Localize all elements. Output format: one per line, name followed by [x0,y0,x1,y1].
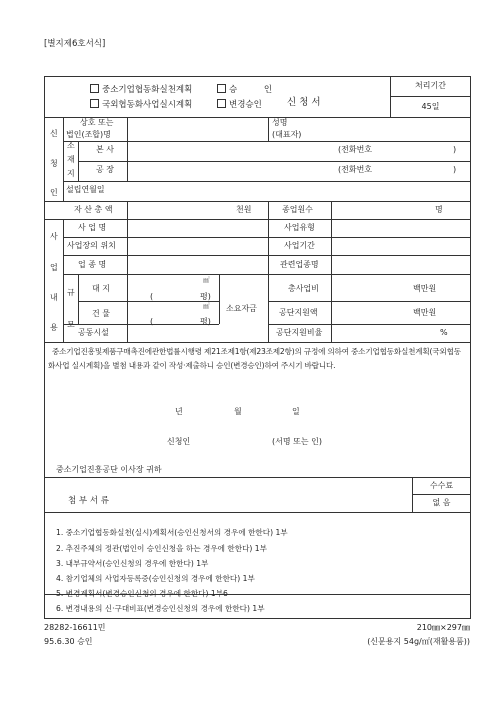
attachment-item: 5. 변경계획서(변경승인신청의 경우에 한한다) 1부6 [56,589,228,598]
footer-form-number: 28282-16611민 [44,623,106,632]
building-pyeong-open: ( [150,317,154,326]
factory-label: 공 장 [96,165,114,174]
phone-label-1: (전화번호 [338,145,373,154]
section-char-3: 인 [50,188,58,197]
checkbox-plan[interactable] [90,84,99,93]
building-label: 건 물 [92,309,110,318]
section-char-1: 신 [50,129,58,138]
phone-label-2: (전화번호 [338,165,373,174]
attachment-item: 4. 참기업체의 사업자등록증(승인신청의 경우에 한한다) 1부 [56,574,255,583]
established-label: 설립연월일 [66,185,105,194]
business-type-label: 사업유형 [284,223,315,232]
option-approval[interactable]: 승 인 [217,84,272,95]
declaration-text: 중소기업진흥및제품구매촉진에관한법률시행령 제21조제1항(제23조제2항)의 규정에 의하여 중소기업협동화실천계획(국외협동화사업 실시계획)을 별첨 내용과 같이 작성·제출하니 승인(변경승인)하여 주시기 바랍니다. [48,347,461,370]
location-char-3: 지 [67,169,75,178]
checkbox-overseas[interactable] [90,99,99,108]
funds-label: 소요자금 [226,304,257,313]
date-year: 년 [175,407,183,416]
attachment-item: 2. 추진주체의 정관(법인이 승인신청을 하는 경우에 한한다) 1부 [56,544,267,553]
footer-paper-size: 210㎜×297㎜ [416,623,470,632]
processing-label: 처리기간 [415,81,446,90]
land-pyeong: 평) [200,292,211,301]
site-label: 사업장의 위치 [67,241,116,250]
fee-label: 수수료 [429,481,454,490]
fee-value: 없 음 [432,498,451,507]
business-name-label: 사 업 명 [78,223,107,232]
recipient: 중소기업진흥공단 이사장 귀하 [56,465,162,474]
option-plan[interactable]: 중소기업협동화실천계획 [90,84,192,95]
employees-unit: 명 [435,205,443,214]
common-facility-label: 공동시설 [78,328,109,337]
total-cost-label: 총사업비 [288,284,319,293]
attachment-item: 1. 중소기업협동화실천(실시)계획서(승인신청서의 경우에 한한다) 1부 [56,528,288,537]
total-cost-unit: 백만원 [413,284,437,293]
signature-note: (서명 또는 인) [272,437,322,446]
form-title: 신 청 서 [287,97,321,108]
representative-label-1: 성명 [272,118,288,127]
support-amount-unit: 백만원 [413,308,437,317]
employees-label: 종업원수 [282,205,313,214]
assets-label: 자 산 총 액 [74,205,113,214]
phone-close-2: ) [453,165,457,174]
business-name-label-2: 법인(조합)명 [66,130,111,139]
footer-approval-date: 95.6.30 승인 [44,637,93,646]
checkbox-change-approval[interactable] [217,99,226,108]
building-sqm: ㎡ [203,302,210,310]
support-amount-label: 공단지원액 [279,308,318,317]
business-section-char-4: 용 [50,323,58,332]
section-char-2: 청 [50,159,58,168]
processing-value: 45일 [421,102,440,111]
building-pyeong: 평) [200,317,211,326]
support-ratio-label: 공단지원비율 [276,328,323,337]
option-overseas[interactable]: 국외협동화사업실시계획 [90,99,192,110]
scale-char-1: 규 [67,288,75,297]
applicant-signature-label: 신청인 [167,437,191,446]
location-char-2: 재 [67,155,75,164]
attachments-label: 첨 부 서 류 [68,496,109,506]
business-section-char-3: 내 [50,293,58,302]
period-label: 사업기간 [284,241,315,250]
support-ratio-unit: % [440,328,448,337]
industry-label: 업 종 명 [78,260,107,269]
land-pyeong-open: ( [150,292,154,301]
representative-label-2: (대표자) [272,130,302,139]
land-label: 대 지 [92,284,110,293]
date-day: 일 [292,407,300,416]
scale-char-2: 모 [67,320,75,329]
phone-close-1: ) [453,145,457,154]
related-industry-label: 관련업종명 [280,260,319,269]
business-name-label-1: 상호 또는 [80,118,114,127]
head-office-label: 본 사 [96,145,114,154]
attachment-item: 3. 내부규약서(승인신청의 경우에 한한다) 1부 [56,559,209,568]
attachment-item: 6. 변경내용의 신·구대비표(변경승인신청의 경우에 한한다) 1부 [56,604,265,613]
location-char-1: 소 [67,141,75,150]
land-sqm: ㎡ [203,276,210,284]
checkbox-approval[interactable] [217,84,226,93]
business-section-char-2: 업 [50,263,58,272]
date-month: 월 [234,407,242,416]
assets-unit: 천원 [236,205,252,214]
footer-paper-type: (신문용지 54g/㎡(재활용품)) [367,637,470,646]
option-change-approval[interactable]: 변경승인 [217,99,262,110]
form-code: [별지제6호서식] [44,39,106,49]
business-section-char-1: 사 [50,232,58,241]
